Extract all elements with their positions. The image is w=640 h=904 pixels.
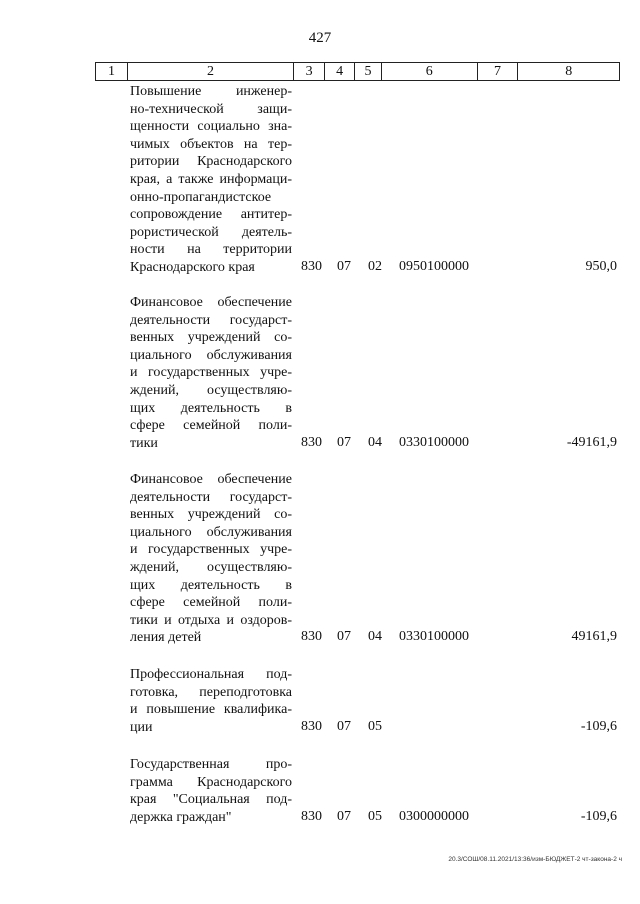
description-line: Государственная про- xyxy=(130,757,292,772)
admin-code: 830 xyxy=(301,808,322,824)
row-description xyxy=(130,666,292,736)
description-line: венных учреждений со- xyxy=(130,330,292,346)
description-line: края, а также информаци- xyxy=(130,171,292,187)
description-line: ждений, осуществляю- xyxy=(130,382,292,398)
section-code: 07 xyxy=(337,808,351,824)
subsection-code: 05 xyxy=(368,718,382,734)
description-line: венных учреждений со- xyxy=(130,507,292,523)
row-description xyxy=(130,756,292,826)
description-line: ления детей xyxy=(130,630,202,646)
description-line: Финансовое обеспечение xyxy=(130,472,292,487)
description-line: рористической деятель- xyxy=(130,224,292,240)
amount-value: -109,6 xyxy=(580,808,617,824)
description-line: грамма Краснодарского xyxy=(130,774,292,790)
description-line: циального обслуживания xyxy=(130,347,292,363)
description-line: сопровождение антитер- xyxy=(130,207,292,223)
description-line: тики и отдыха и оздоров- xyxy=(130,612,292,628)
amount-value: 49161,9 xyxy=(571,629,617,645)
description-line: ритории Краснодарского xyxy=(130,154,292,170)
description-line: и повышение квалифика- xyxy=(130,702,292,718)
description-line: циального обслуживания xyxy=(130,524,292,540)
description-line: держка граждан" xyxy=(130,809,232,825)
amount-value: -109,6 xyxy=(580,718,617,734)
section-code: 07 xyxy=(337,629,351,645)
description-line: чимых объектов на тер- xyxy=(130,136,292,152)
description-line: Профессиональная под- xyxy=(130,667,292,682)
description-line: тики xyxy=(130,435,158,451)
description-line: щенности социально зна- xyxy=(130,119,292,135)
admin-code: 830 xyxy=(301,718,322,734)
description-line: щих деятельность в xyxy=(130,577,292,593)
description-line: готовка, переподготовка xyxy=(130,684,292,700)
admin-code: 830 xyxy=(301,629,322,645)
target-article-code: 0330100000 xyxy=(399,434,469,450)
section-code: 07 xyxy=(337,434,351,450)
subsection-code: 05 xyxy=(368,808,382,824)
subsection-code: 04 xyxy=(368,629,382,645)
description-line: деятельности государст- xyxy=(130,489,292,505)
target-article-code: 0300000000 xyxy=(399,808,469,824)
admin-code: 830 xyxy=(301,259,322,274)
description-line: ности на территории xyxy=(130,242,292,258)
description-line: но-технической защи- xyxy=(130,101,292,117)
section-code: 07 xyxy=(337,259,351,274)
table-header-row xyxy=(95,62,620,81)
header-col-1: 1 xyxy=(96,63,128,80)
header-col-2: 2 xyxy=(128,63,294,80)
amount-value: -49161,9 xyxy=(566,434,617,450)
subsection-code: 02 xyxy=(368,259,382,274)
header-col-6: 6 xyxy=(382,63,478,80)
header-col-5: 5 xyxy=(355,63,382,80)
target-article-code: 0950100000 xyxy=(399,259,469,274)
amount-value: 950,0 xyxy=(585,259,617,274)
description-line: сфере семейной поли- xyxy=(130,595,292,611)
description-line: Финансовое обеспечение xyxy=(130,295,292,310)
header-col-7: 7 xyxy=(478,63,519,80)
description-line: ждений, осуществляю- xyxy=(130,559,292,575)
description-line: ции xyxy=(130,719,153,735)
description-line: края "Социальная под- xyxy=(130,792,292,808)
header-col-3: 3 xyxy=(294,63,325,80)
description-line: и государственных учре- xyxy=(130,542,292,558)
subsection-code: 04 xyxy=(368,434,382,450)
header-col-8: 8 xyxy=(565,64,573,79)
target-article-code: 0330100000 xyxy=(399,629,469,645)
section-code: 07 xyxy=(337,718,351,734)
row-description xyxy=(130,83,292,277)
description-line: онно-пропагандистское xyxy=(130,189,272,205)
row-description xyxy=(130,294,292,452)
description-line: и государственных учре- xyxy=(130,365,292,381)
page-number: 427 xyxy=(308,30,332,46)
description-line: Краснодарского края xyxy=(130,259,255,275)
admin-code: 830 xyxy=(301,434,322,450)
row-description xyxy=(130,471,292,647)
header-col-4: 4 xyxy=(325,63,355,80)
description-line: деятельности государст- xyxy=(130,312,292,328)
description-line: Повышение инженер- xyxy=(130,84,292,99)
footer-stamp: 20.3/СОШ/08.11.2021/13:36/изм-БЮДЖЕТ-2 чт-закона-2 ч xyxy=(448,856,622,863)
description-line: сфере семейной поли- xyxy=(130,418,292,434)
description-line: щих деятельность в xyxy=(130,400,292,416)
